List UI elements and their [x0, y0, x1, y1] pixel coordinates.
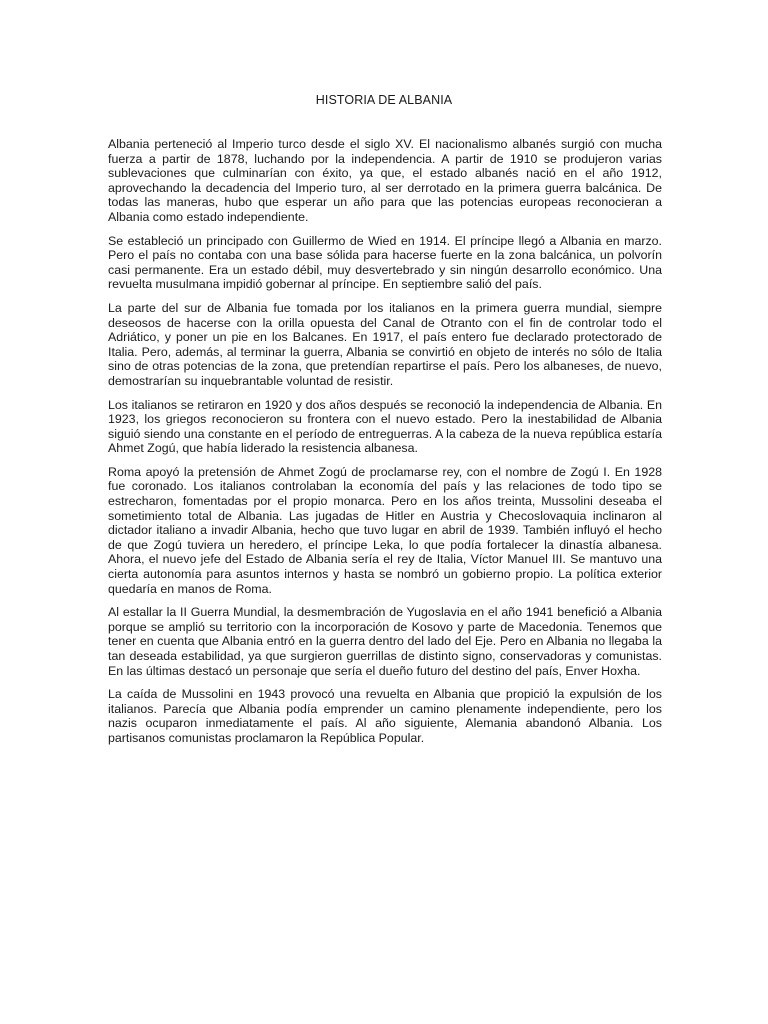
paragraph-zogu: Roma apoyó la pretensión de Ahmet Zogú de proclamarse rey, con el nombre de Zogú I. En 1928 fue coronado. Los italianos controlaban la economía del país y las relaciones de todo tipo se estrecharon, fomentadas por el propio monarca. Pero en los años treinta, Mussolini deseaba el sometimiento total de Albania. Las jugadas de Hitler en Austria y Checoslovaquia inclinaron al dictador italiano a invadir Albania, hecho que tuvo lugar en abril de 1939. También influyó el hecho de que Zogú tuviera un heredero, el príncipe Leka, lo que podía fortalecer la dinastía albanesa. Ahora, el nuevo jefe del Estado de Albania sería el rey de Italia, Víctor Manuel III. Se mantuvo una cierta autonomía para asuntos internos y hasta se nombró un gobierno propio. La política exterior quedaría en manos de Roma.	[108, 464, 662, 596]
paragraph-peoples-republic: La caída de Mussolini en 1943 provocó una revuelta en Albania que propició la expulsión de los italianos. Parecía que Albania podía emprender un camino plenamente independiente, pero los nazis ocuparon inmediatamente el país. Al año siguiente, Alemania abandonó Albania. Los partisanos comunistas proclamaron la República Popular.	[108, 687, 662, 745]
paragraph-principality: Se estableció un principado con Guillermo de Wied en 1914. El príncipe llegó a Albania en marzo. Pero el país no contaba con una base sólida para hacerse fuerte en la zona balcánica, un polvorín casi permanente. Era un estado débil, muy desvertebrado y sin ningún desarrollo económico. Una revuelta musulmana impidió gobernar al príncipe. En septiembre salió del país.	[108, 233, 662, 292]
document-title: HISTORIA DE ALBANIA	[315, 93, 453, 107]
paragraph-first-world-war: La parte del sur de Albania fue tomada por los italianos en la primera guerra mundial, siempre deseosos de hacerse con la orilla opuesta del Canal de Otranto con el fin de controlar todo el Adriático, y poner un pie en los Balcanes. En 1917, el país entero fue declarado protectorado de Italia. Pero, además, al terminar la guerra, Albania se convirtió en objeto de interés no sólo de Italia sino de otras potencias de la zona, que pretendían repartirse el país. Pero los albaneses, de nuevo, demostrarían su inquebrantable voluntad de resistir.	[108, 300, 662, 388]
paragraph-interwar: Los italianos se retiraron en 1920 y dos años después se reconoció la independencia de Albania. En 1923, los griegos reconocieron su frontera con el nuevo estado. Pero la inestabilidad de Albania siguió siendo una constante en el período de entreguerras. A la cabeza de la nueva república estaría Ahmet Zogú, que había liderado la resistencia albanesa.	[108, 397, 662, 456]
paragraph-second-world-war: Al estallar la II Guerra Mundial, la desmembración de Yugoslavia en el año 1941 benefició a Albania porque se amplió su territorio con la incorporación de Kosovo y parte de Macedonia. Tenemos que tener en cuenta que Albania entró en la guerra dentro del lado del Eje. Pero en Albania no llegaba la tan deseada estabilidad, ya que surgieron guerrillas de distinto signo, conservadoras y comunistas. En las últimas destacó un personaje que sería el dueño futuro del destino del país, Enver Hoxha.	[108, 605, 662, 678]
paragraph-independence: Albania perteneció al Imperio turco desde el siglo XV. El nacionalismo albanés surgió con mucha fuerza a partir de 1878, luchando por la independencia. A partir de 1910 se produjeron varias sublevaciones que culminarían con éxito, ya que, el estado albanés nació en el año 1912, aprovechando la decadencia del Imperio turo, al ser derrotado en la primera guerra balcánica. De todas las maneras, hubo que esperar un año para que las potencias europeas reconocieran a Albania como estado independiente.	[108, 137, 662, 224]
document-body	[108, 137, 662, 755]
